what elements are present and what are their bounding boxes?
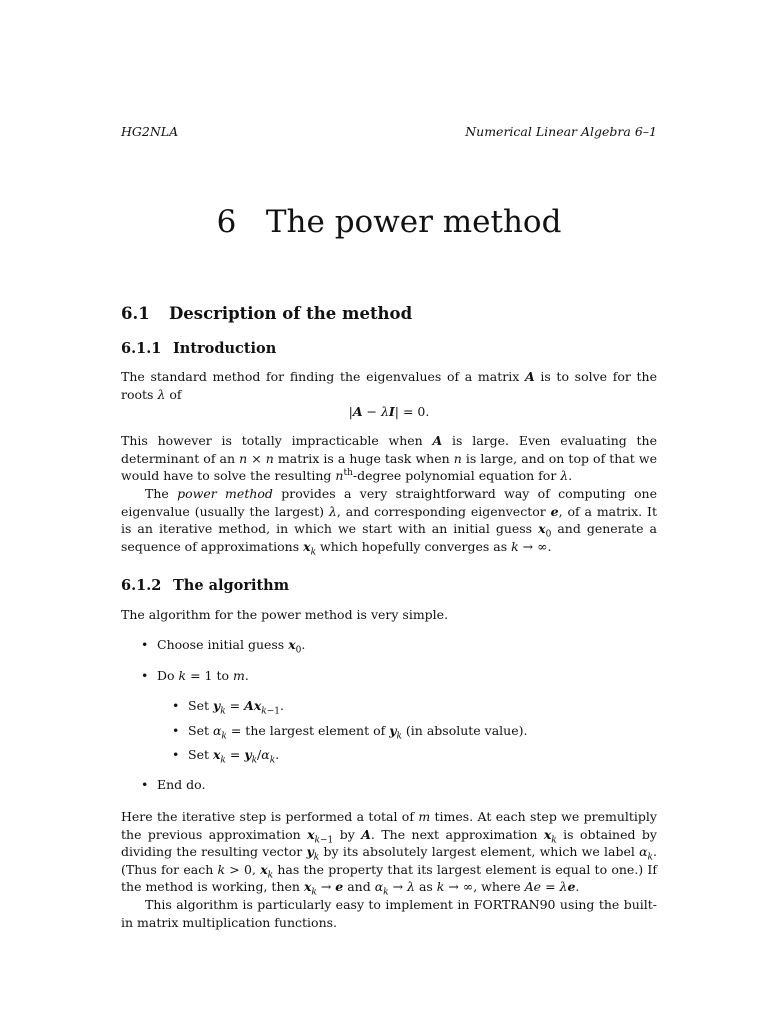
- list-item-do-loop: • Do k = 1 to m.: [141, 668, 249, 683]
- header-course-code: HG2NLA: [121, 124, 179, 139]
- subsection-number: 6.1.2: [121, 577, 162, 594]
- impracticable-paragraph: This however is totally impracticable when A is large. Even evaluating the determinant of an n × n matrix is a huge task when n is large, and on top of that we would have to solve the resulting $n^{th}$-degree polynomial equation for λ.: [121, 433, 658, 483]
- characteristic-equation: |A − λI| = 0.: [348, 404, 430, 419]
- iteration-paragraph: Here the iterative step is performed a total of m times. At each step we premultiply the previous approximation $x_{k-1}$ by A. The next approximation $x_k$ is obtained by dividing the resulting vector $y_k$ by its absolutely largest element, which we label $\alpha_k$. (Thus for each k > 0, $x_k$ has the property that its largest element is equal to one.) If the method is working, then $x_k \to e$ and $\alpha_k \to \lambda$ as k → ∞, where Ae = λe.: [121, 809, 657, 898]
- power-method-paragraph: The power method provides a very straightforward way of computing one eigenvalue (usually the largest) λ, and corresponding eigenvector e, of a matrix. It is an iterative method, in which we start with an initial guess $x_0$ and generate a sequence of approximations $x_k$ which hopefully converges as k → ∞.: [121, 486, 658, 557]
- section-number: 6.1: [121, 304, 150, 323]
- section-heading: [121, 304, 412, 323]
- bullet-icon: •: [172, 698, 180, 713]
- intro-paragraph: The standard method for finding the eigenvalues of a matrix A is to solve for the roots λ of: [121, 369, 657, 402]
- list-item-set-y: • Set $y_k = Ax_{k-1}$.: [172, 698, 285, 717]
- list-item-set-alpha: • Set $\alpha_k$ = the largest element of $y_k$ (in absolute value).: [172, 723, 528, 742]
- header-course-title: Numerical Linear Algebra 6–1: [465, 124, 657, 139]
- list-item-set-x: • Set $x_k = y_k/\alpha_k$.: [172, 747, 280, 766]
- subsection-heading-algorithm: [121, 577, 289, 594]
- bullet-icon: •: [141, 777, 149, 792]
- bullet-icon: •: [141, 637, 149, 652]
- list-item-choose-guess: • Choose initial guess $x_0$.: [141, 637, 306, 656]
- bullet-icon: •: [172, 723, 180, 738]
- fortran-paragraph: This algorithm is particularly easy to implement in FORTRAN90 using the built-in matrix multiplication functions.: [121, 897, 657, 930]
- subsection-heading-introduction: [121, 340, 276, 357]
- chapter-number: 6: [216, 204, 237, 240]
- subsection-number: 6.1.1: [121, 340, 162, 357]
- chapter-heading: The power method: [265, 204, 562, 240]
- list-item-end-do: • End do.: [141, 777, 206, 792]
- section-title: Description of the method: [169, 304, 413, 323]
- bullet-icon: •: [141, 668, 149, 683]
- subsection-title: Introduction: [173, 340, 277, 357]
- algorithm-intro: The algorithm for the power method is very simple.: [121, 607, 449, 622]
- bullet-icon: •: [172, 747, 180, 762]
- subsection-title: The algorithm: [173, 577, 290, 594]
- chapter-title: [121, 204, 657, 240]
